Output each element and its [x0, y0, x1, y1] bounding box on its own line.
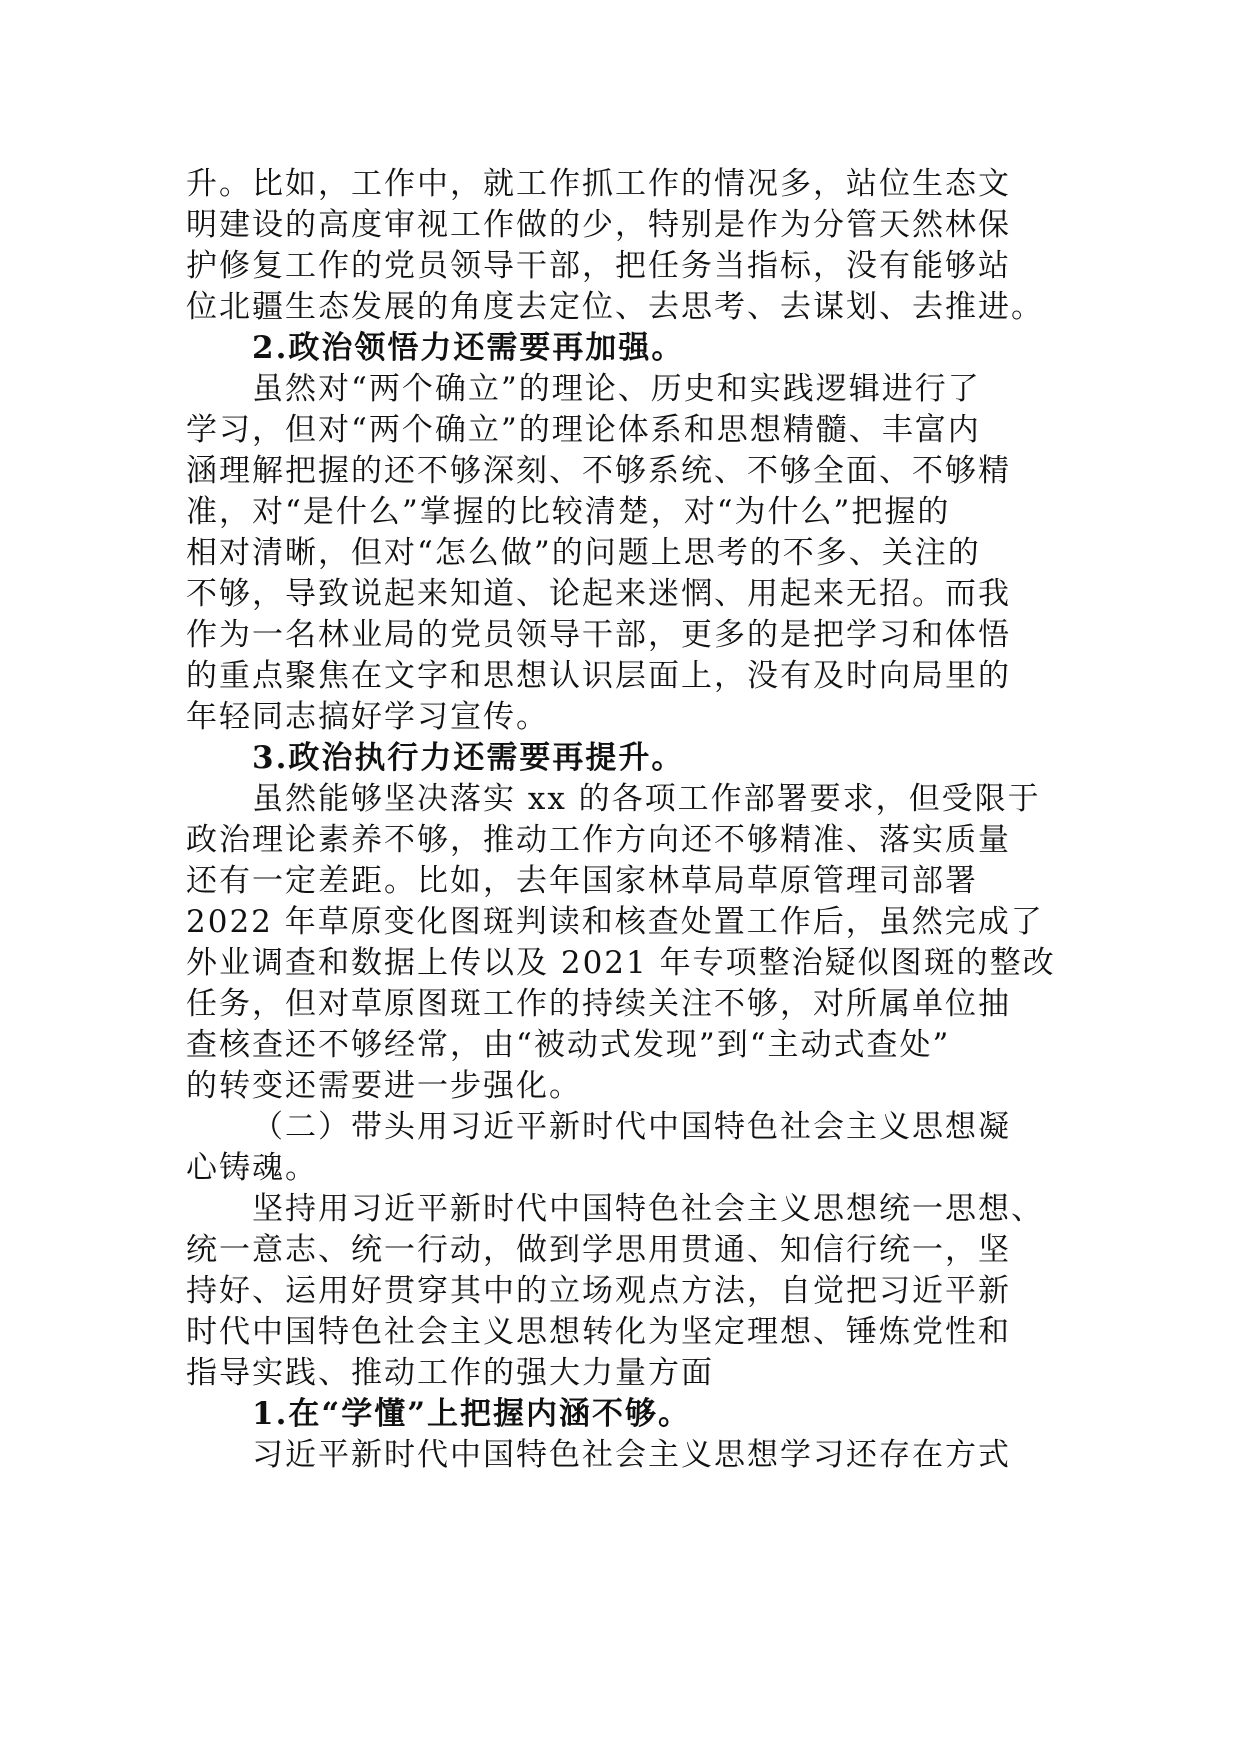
paragraph-line: 作为一名林业局的党员领导干部，更多的是把学习和体悟: [186, 617, 1011, 653]
paragraph-line: 不够，导致说起来知道、论起来迷惘、用起来无招。而我: [186, 576, 1011, 612]
paragraph-line: 明建设的高度审视工作做的少，特别是作为分管天然林保: [186, 207, 1011, 243]
paragraph-line: 虽然对“两个确立”的理论、历史和实践逻辑进行了: [252, 371, 981, 407]
paragraph-line: 指导实践、推动工作的强大力量方面: [186, 1355, 714, 1391]
paragraph-line: 护修复工作的党员领导干部，把任务当指标，没有能够站: [186, 248, 1011, 284]
paragraph-line: 准，对“是什么”掌握的比较清楚，对“为什么”把握的: [186, 494, 951, 530]
paragraph-line: 时代中国特色社会主义思想转化为坚定理想、锤炼党性和: [186, 1314, 1011, 1350]
paragraph-line: 查核查还不够经常，由“被动式发现”到“主动式查处”: [186, 1027, 951, 1063]
paragraph-line: 位北疆生态发展的角度去定位、去思考、去谋划、去推进。: [186, 289, 1044, 325]
paragraph-line: 年轻同志搞好学习宣传。: [186, 699, 549, 735]
paragraph-line: 虽然能够坚决落实 xx 的各项工作部署要求，但受限于: [252, 781, 1041, 817]
paragraph-line: 持好、运用好贯穿其中的立场观点方法，自觉把习近平新: [186, 1273, 1011, 1309]
paragraph-line: 习近平新时代中国特色社会主义思想学习还存在方式: [252, 1437, 1011, 1473]
section-heading: 1.在“学懂”上把握内涵不够。: [252, 1396, 692, 1432]
paragraph-line: 外业调查和数据上传以及 2021 年专项整治疑似图斑的整改: [186, 945, 1056, 981]
paragraph-line: 还有一定差距。比如，去年国家林草局草原管理司部署: [186, 863, 978, 899]
paragraph-line: 涵理解把握的还不够深刻、不够系统、不够全面、不够精: [186, 453, 1011, 489]
paragraph-line: 相对清晰，但对“怎么做”的问题上思考的不多、关注的: [186, 535, 981, 571]
paragraph-line: 升。比如，工作中，就工作抓工作的情况多，站位生态文: [186, 166, 1011, 202]
section-heading: 2.政治领悟力还需要再加强。: [252, 330, 685, 366]
paragraph-line: 坚持用习近平新时代中国特色社会主义思想统一思想、: [252, 1191, 1044, 1227]
paragraph-line: 统一意志、统一行动，做到学思用贯通、知信行统一，坚: [186, 1232, 1011, 1268]
section-heading: （二）带头用习近平新时代中国特色社会主义思想凝: [252, 1109, 1011, 1145]
section-heading-continued: 心铸魂。: [186, 1150, 318, 1186]
paragraph-line: 的重点聚焦在文字和思想认识层面上，没有及时向局里的: [186, 658, 1011, 694]
paragraph-line: 政治理论素养不够，推动工作方向还不够精准、落实质量: [186, 822, 1011, 858]
paragraph-line: 任务，但对草原图斑工作的持续关注不够，对所属单位抽: [186, 986, 1011, 1022]
section-heading: 3.政治执行力还需要再提升。: [252, 740, 685, 776]
paragraph-line: 的转变还需要进一步强化。: [186, 1068, 582, 1104]
paragraph-line: 2022 年草原变化图斑判读和核查处置工作后，虽然完成了: [186, 904, 1044, 940]
paragraph-line: 学习，但对“两个确立”的理论体系和思想精髓、丰富内: [186, 412, 981, 448]
